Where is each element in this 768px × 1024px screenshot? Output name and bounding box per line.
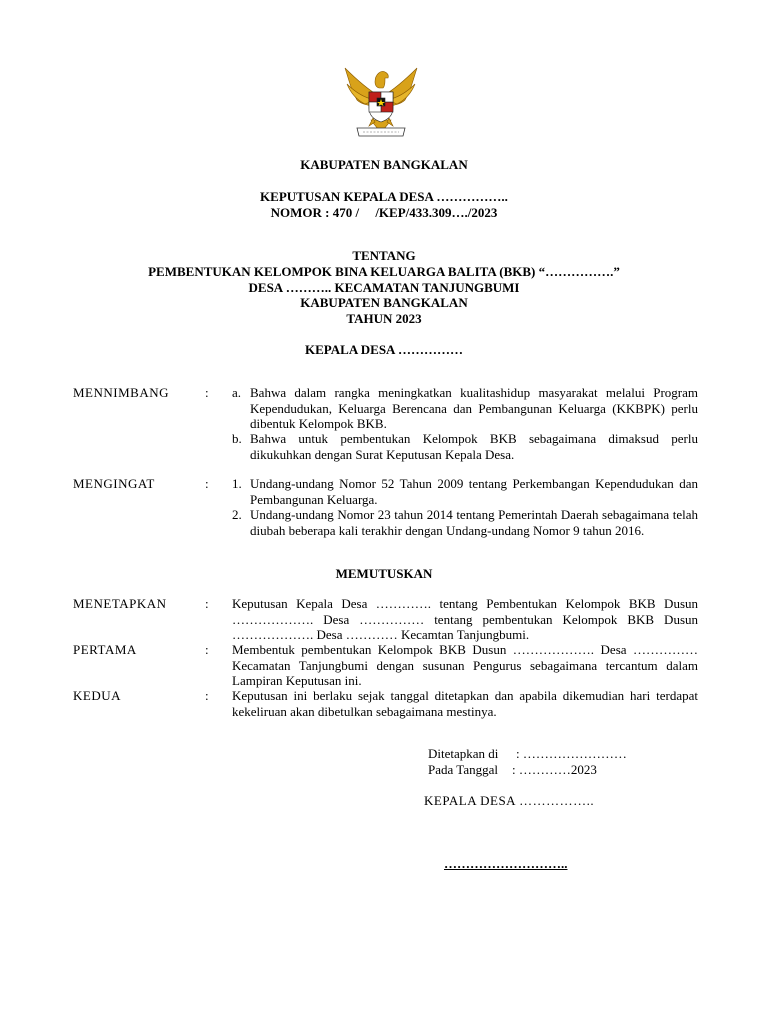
kedua-colon: : [205, 688, 209, 703]
menimbang-colon: : [205, 385, 209, 400]
mengingat-item-2: Undang-undang Nomor 23 tahun 2014 tentang Pemerintah Daerah sebagaimana telah diubah beberapa kali terakhir dengan Undang-undang Nomor 9 tahun 2016. [250, 507, 698, 538]
mengingat-item-1: Undang-undang Nomor 52 Tahun 2009 tentang Perkembangan Kependudukan dan Pembangunan Keluarga. [250, 476, 698, 507]
tanggal-value: : …………2023 [512, 762, 597, 777]
menimbang-marker-a: a. [232, 385, 242, 400]
garuda-emblem-icon [339, 60, 423, 140]
ditetapkan-value: : …………………… [516, 746, 627, 761]
mengingat-marker-2: 2. [232, 507, 242, 522]
tentang-line-4: TAHUN 2023 [346, 311, 422, 326]
menimbang-item-a: Bahwa dalam rangka meningkatkan kualitashidup masyarakat melalui Program Kependudukan, Keluarga Berencana dan Pembangunan Keluarga (KKBPK) perlu dibentuk Kelompok BKB. [250, 385, 698, 431]
tanggal-label: Pada Tanggal [428, 762, 498, 777]
menimbang-marker-b: b. [232, 431, 242, 446]
kabupaten-heading: KABUPATEN BANGKALAN [300, 157, 468, 172]
pertama-colon: : [205, 642, 209, 657]
tentang-heading: TENTANG [352, 248, 416, 263]
tentang-line-3: KABUPATEN BANGKALAN [300, 295, 468, 310]
kedua-label: KEDUA [73, 688, 121, 703]
memutuskan-heading: MEMUTUSKAN [335, 566, 433, 581]
mengingat-marker-1: 1. [232, 476, 242, 491]
signature-kepala-desa: KEPALA DESA …………….. [424, 793, 595, 808]
menimbang-item-b: Bahwa untuk pembentukan Kelompok BKB sebagaimana dimaksud perlu dikukuhkan dengan Surat Keputusan Kepala Desa. [250, 431, 698, 462]
kedua-text: Keputusan ini berlaku sejak tanggal ditetapkan dan apabila dikemudian hari terdapat kekeliruan akan dibetulkan sebagaimana mestinya. [232, 688, 698, 719]
ditetapkan-label: Ditetapkan di [428, 746, 499, 761]
kepala-desa-heading: KEPALA DESA …………… [305, 342, 463, 357]
menetapkan-colon: : [205, 596, 209, 611]
mengingat-colon: : [205, 476, 209, 491]
menetapkan-text: Keputusan Kepala Desa …………. tentang Pembentukan Kelompok BKB Dusun ………………. Desa …………… tentang pembentukan Kelompok BKB Dusun ………………. Desa ………… Kecamtan Tanjungbumi. [232, 596, 698, 642]
tentang-line-2: DESA ……….. KECAMATAN TANJUNGBUMI [248, 280, 520, 295]
tentang-line-1: PEMBENTUKAN KELOMPOK BINA KELUARGA BALITA (BKB) “…………….” [148, 264, 620, 279]
menimbang-label: MENNIMBANG [73, 385, 169, 400]
keputusan-heading: KEPUTUSAN KEPALA DESA …………….. [260, 189, 508, 204]
menetapkan-label: MENETAPKAN [73, 596, 167, 611]
mengingat-label: MENGINGAT [73, 476, 155, 491]
pertama-label: PERTAMA [73, 642, 137, 657]
signature-name-line: ……………………….. [444, 856, 568, 871]
nomor-heading: NOMOR : 470 / /KEP/433.309…./2023 [270, 205, 498, 220]
pertama-text: Membentuk pembentukan Kelompok BKB Dusun ………………. Desa …………… Kecamatan Tanjungbumi dengan susunan Pengurus sebagaimana tercantum dalam Lampiran Keputusan ini. [232, 642, 698, 688]
